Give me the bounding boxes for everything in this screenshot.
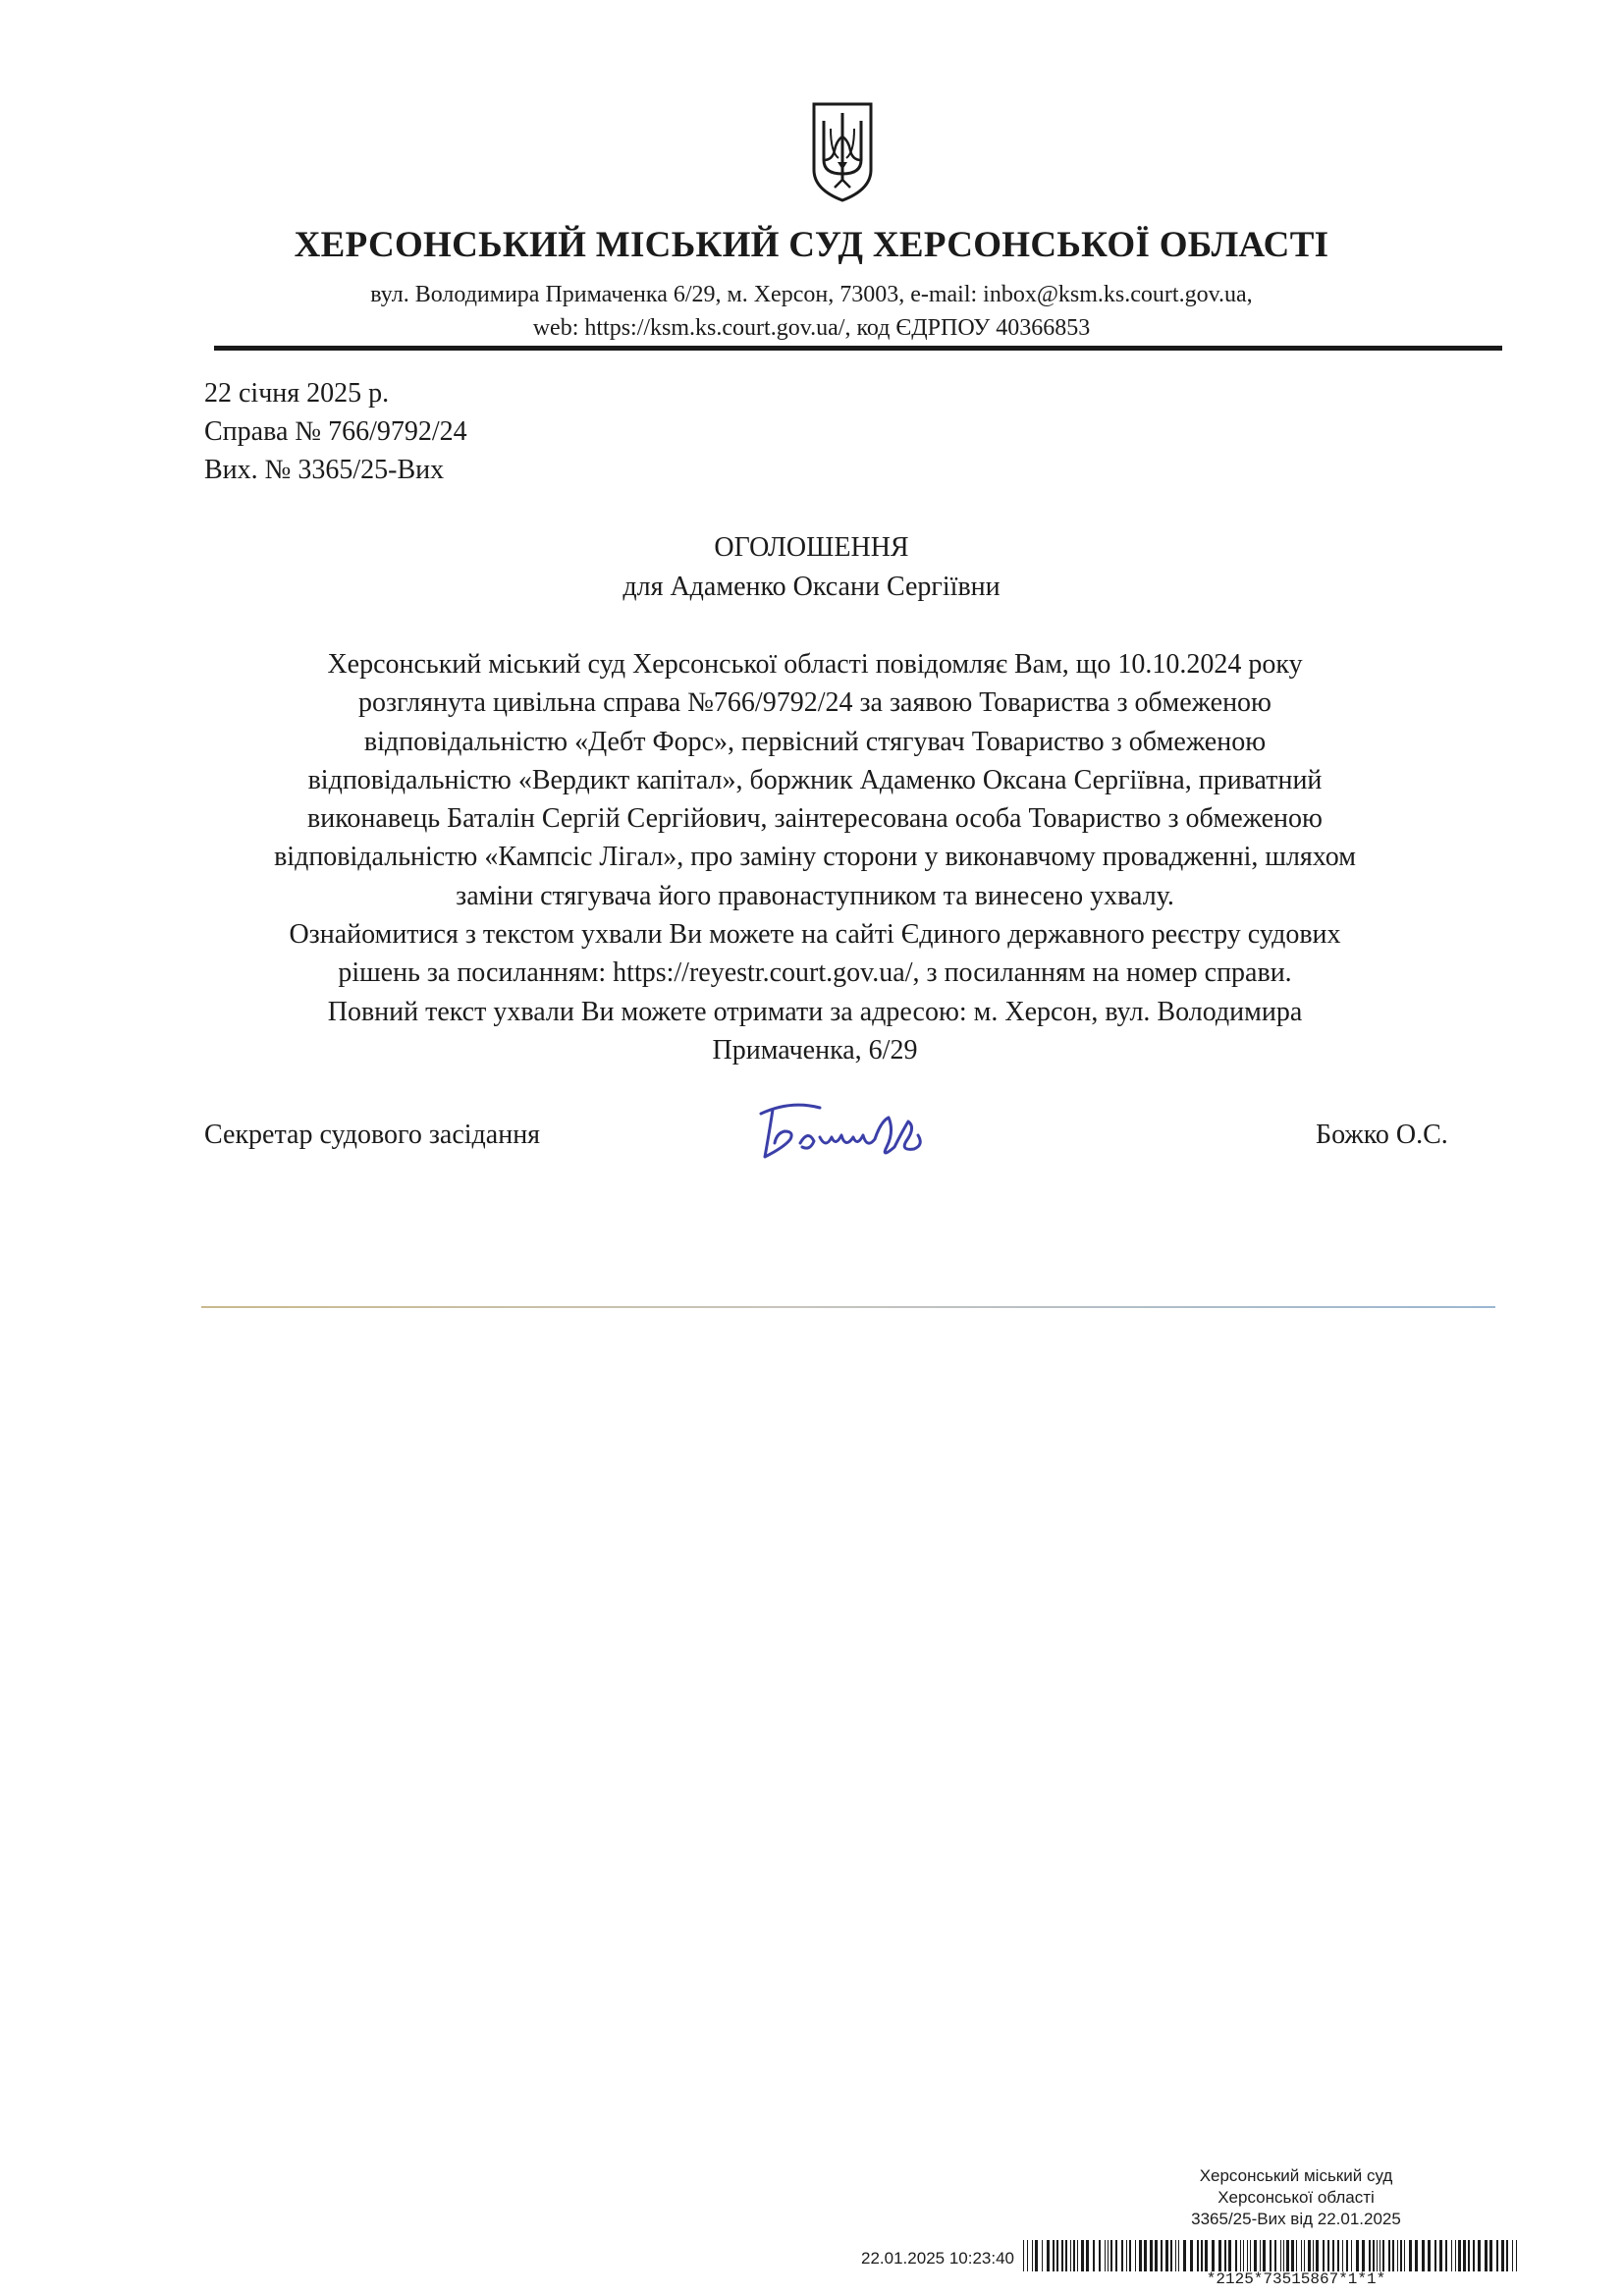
barcode-bar [1439, 2240, 1442, 2271]
body-line: Херсонський міський суд Херсонської області повідомляє Вам, що 10.10.2024 року [327, 649, 1303, 680]
barcode-bar [1458, 2240, 1461, 2271]
barcode-bar [1183, 2240, 1186, 2271]
barcode-bar [1254, 2240, 1257, 2271]
barcode-bar [1161, 2240, 1163, 2271]
barcode-bar [1351, 2240, 1352, 2271]
barcode-bar [1065, 2240, 1067, 2271]
body-line: відповідальністю «Кампсіс Лігал», про заміну сторони у виконавчому провадженні, шляхом [274, 842, 1356, 872]
barcode-bar [1397, 2240, 1398, 2271]
barcode-bar [1099, 2240, 1101, 2271]
body-line: відповідальністю «Вердикт капітал», боржник Адаменко Оксана Сергіївна, приватний [307, 765, 1323, 795]
barcode-bar [1135, 2240, 1136, 2271]
barcode-bar [1165, 2240, 1168, 2271]
barcode-bar [1485, 2240, 1488, 2271]
barcode-bar [1170, 2240, 1172, 2271]
barcode-bar [1178, 2240, 1179, 2271]
barcode-bar [1342, 2240, 1343, 2271]
barcode-bar [1032, 2240, 1033, 2271]
barcode-bar [1201, 2240, 1203, 2271]
barcode-bar [1404, 2240, 1405, 2271]
barcode-bar [1274, 2240, 1276, 2271]
barcode-bar [1428, 2240, 1431, 2271]
barcode-bar [1077, 2240, 1078, 2271]
barcode-icon [1021, 2240, 1522, 2271]
barcode-bar [1409, 2240, 1412, 2271]
barcode-bar [1301, 2240, 1302, 2271]
barcode-bar [1270, 2240, 1271, 2271]
barcode-bar [1105, 2240, 1106, 2271]
body-line: Примаченка, 6/29 [712, 1035, 918, 1066]
barcode-bar [1434, 2240, 1436, 2271]
barcode-bar [1224, 2240, 1226, 2271]
barcode-bar [1115, 2240, 1117, 2271]
court-contacts [0, 278, 1623, 345]
barcode-bar [1047, 2240, 1050, 2271]
barcode-bar [1382, 2240, 1384, 2271]
barcode-bar [1496, 2240, 1498, 2271]
body-line: Ознайомитися з текстом ухвали Ви можете на сайті Єдиного державного реєстру судових [289, 919, 1341, 950]
case-number: Справа № 766/9792/24 [204, 416, 467, 447]
barcode-bar [1205, 2240, 1208, 2271]
barcode-bar [1250, 2240, 1251, 2271]
barcode-bar [1332, 2240, 1334, 2271]
handwritten-signature [751, 1092, 947, 1171]
body-line: рішень за посиланням: https://reyestr.court.gov.ua/, з посиланням на номер справи. [338, 957, 1292, 988]
barcode-bar [1280, 2240, 1281, 2271]
barcode-bar [1415, 2240, 1418, 2271]
barcode-bar [1126, 2240, 1127, 2271]
barcode-bar [1175, 2240, 1176, 2271]
barcode-bar [1240, 2240, 1241, 2271]
barcode-bar [1473, 2240, 1475, 2271]
barcode-bar [1247, 2240, 1248, 2271]
barcode-bar [1323, 2240, 1325, 2271]
barcode-bar [1463, 2240, 1466, 2271]
body-line: заміни стягувача його правонаступником та винесено ухвалу. [456, 881, 1174, 911]
stamp-org-line1: Херсонський міський суд [1199, 2166, 1393, 2185]
barcode-bar [1093, 2240, 1095, 2271]
barcode-bar [1468, 2240, 1470, 2271]
barcode-bar [1286, 2240, 1289, 2271]
body-line: відповідальністю «Дебт Форс», первісний стягувач Товариство з обмеженою [363, 727, 1267, 757]
barcode-bar [1392, 2240, 1394, 2271]
barcode-bar [1110, 2240, 1112, 2271]
barcode-bar [1042, 2240, 1043, 2271]
barcode-bar [1356, 2240, 1359, 2271]
barcode-bar [1035, 2240, 1038, 2271]
barcode-bar [1263, 2240, 1266, 2271]
page-divider [201, 1306, 1495, 1308]
barcode-bar [1369, 2240, 1371, 2271]
barcode-bar [1121, 2240, 1123, 2271]
barcode-bar [1296, 2240, 1297, 2271]
barcode-bar [1023, 2240, 1024, 2271]
barcode-bar [1308, 2240, 1311, 2271]
barcode-bar [1150, 2240, 1153, 2271]
body-line: розглянута цивільна справа №766/9792/24 за заявою Товариства з обмеженою [358, 687, 1271, 718]
header-divider [214, 346, 1502, 351]
barcode-bar [1212, 2240, 1215, 2271]
barcode-bar [1489, 2240, 1492, 2271]
barcode-bar [1190, 2240, 1193, 2271]
barcode-bar [1455, 2240, 1456, 2271]
barcode-bar [1377, 2240, 1378, 2271]
barcode-bar [1061, 2240, 1063, 2271]
court-name: ХЕРСОНСЬКИЙ МІСЬКИЙ СУД ХЕРСОНСЬКОЇ ОБЛАСТІ [294, 225, 1329, 265]
barcode-bar [1283, 2240, 1284, 2271]
barcode-bar [1506, 2240, 1508, 2271]
barcode-bar [1218, 2240, 1221, 2271]
barcode-bar [1053, 2240, 1055, 2271]
barcode-bar [1056, 2240, 1058, 2271]
barcode-bar [1073, 2240, 1075, 2271]
barcode-bar [1346, 2240, 1348, 2271]
barcode-bar [1327, 2240, 1329, 2271]
barcode-bar [1400, 2240, 1402, 2271]
barcode-bar [1501, 2240, 1504, 2271]
barcode-bar [1129, 2240, 1131, 2271]
signatory-name: Божко О.С. [1316, 1120, 1448, 1150]
barcode-bar [1373, 2240, 1375, 2271]
announcement-addressee: для Адаменко Оксани Сергіївни [622, 572, 1001, 602]
announcement-title: ОГОЛОШЕННЯ [714, 532, 909, 563]
barcode-bar [1070, 2240, 1071, 2271]
barcode-bar [1291, 2240, 1294, 2271]
barcode-bar [1422, 2240, 1425, 2271]
barcode-bar [1144, 2240, 1147, 2271]
barcode-bar [1139, 2240, 1142, 2271]
barcode-bar [1155, 2240, 1158, 2271]
barcode-bar [1445, 2240, 1447, 2271]
trident-coat-of-arms-icon [811, 101, 874, 203]
barcode-bar [1027, 2240, 1028, 2271]
barcode-bar [1304, 2240, 1305, 2271]
barcode-bar [1337, 2240, 1339, 2271]
barcode-text: *2125*73515867*1*1* [1206, 2270, 1386, 2288]
barcode-bar [1260, 2240, 1261, 2271]
barcode-bar [1388, 2240, 1390, 2271]
barcode-bar [1108, 2240, 1109, 2271]
body-line: виконавець Баталін Сергій Сергійович, заінтересована особа Товариство з обмеженою [307, 803, 1323, 834]
barcode-bar [1081, 2240, 1084, 2271]
barcode-bar [1235, 2240, 1237, 2271]
barcode-bar [1313, 2240, 1314, 2271]
body-line: Повний текст ухвали Ви можете отримати за адресою: м. Херсон, вул. Володимира [327, 997, 1303, 1027]
stamp-datetime: 22.01.2025 10:23:40 [861, 2249, 1014, 2268]
outgoing-number: Вих. № 3365/25-Вих [204, 455, 445, 485]
barcode-bar [1362, 2240, 1365, 2271]
signatory-position: Секретар судового засідання [204, 1120, 541, 1150]
barcode-bar [1451, 2240, 1452, 2271]
barcode-bar [1516, 2240, 1517, 2271]
barcode-bar [1086, 2240, 1089, 2271]
barcode-bar [1316, 2240, 1319, 2271]
court-address: вул. Володимира Примаченка 6/29, м. Херсон, 73003, e-mail: inbox@ksm.ks.court.gov.ua, [370, 282, 1253, 307]
barcode-bar [1197, 2240, 1199, 2271]
barcode-bar [1512, 2240, 1513, 2271]
court-web: web: https://ksm.ks.court.gov.ua/, код ЄДРПОУ 40366853 [532, 315, 1091, 341]
barcode-bar [1228, 2240, 1231, 2271]
barcode-bar [1243, 2240, 1244, 2271]
barcode-bar [1478, 2240, 1481, 2271]
stamp-reg-number: 3365/25-Вих від 22.01.2025 [1191, 2210, 1401, 2228]
stamp-org-line2: Херсонської області [1217, 2188, 1375, 2207]
document-date: 22 січня 2025 р. [204, 378, 390, 409]
